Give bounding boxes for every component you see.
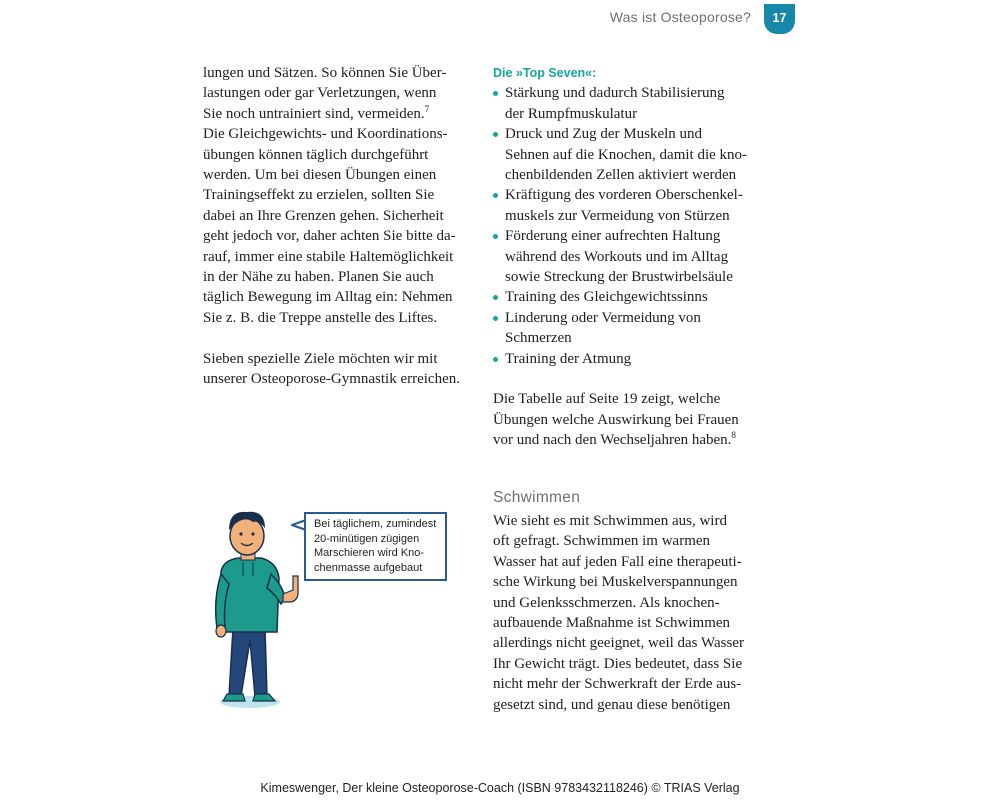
- body-line: vor und nach den Wechseljahren haben.$^8$: [493, 430, 736, 449]
- thumbs-up-hand: [283, 576, 298, 602]
- bullet-icon: [493, 316, 498, 321]
- bullet-icon: [493, 357, 498, 362]
- man-thumbs-up-illustration: [205, 500, 305, 715]
- speech-line: 20-minütigen zügigen: [314, 532, 420, 545]
- speech-line: chenmasse aufgebaut: [314, 561, 423, 574]
- right-column: [493, 63, 768, 451]
- body-line: Trainingseffekt zu erzielen, sollten Sie: [203, 187, 435, 204]
- body-line: lastungen oder gar Verletzungen, wenn: [203, 85, 437, 102]
- section-heading-schwimmen: Schwimmen: [493, 489, 581, 506]
- list-item: Linderung oder Vermeidung von Schmerzen: [493, 308, 768, 349]
- body-line: oft gefragt. Schwimmen im warmen: [493, 533, 711, 550]
- footnote-ref: 8: [731, 430, 736, 441]
- speech-line: Bei täglichem, zumindest: [314, 518, 437, 530]
- body-line: Sieben spezielle Ziele möchten wir mit: [203, 350, 438, 367]
- body-line: Sie noch untrainiert sind, vermeiden.$^7$: [203, 103, 430, 122]
- list-item: Training des Gleichgewichtssinns: [493, 287, 768, 307]
- body-line: Wie sieht es mit Schwimmen aus, wird: [493, 513, 727, 529]
- body-line: rauf, immer eine stabile Haltemöglichkeit: [203, 248, 454, 265]
- body-line: sche Wirkung bei Muskelverspannungen: [493, 574, 738, 591]
- eye: [239, 532, 242, 535]
- body-line: aufbauende Maßnahme ist Schwimmen: [493, 615, 731, 632]
- right-shoe: [253, 694, 275, 701]
- body-line: in der Nähe zu haben. Planen Sie auch: [203, 269, 434, 286]
- speech-bubble: [304, 512, 447, 581]
- bullet-icon: [493, 193, 498, 198]
- top-seven-heading: Die »Top Seven«:: [493, 66, 597, 80]
- list-item: Stärkung und dadurch Stabilisierung der Rumpfmuskulatur: [493, 83, 768, 124]
- body-line: Die Tabelle auf Seite 19 zeigt, welche: [493, 391, 721, 408]
- bullet-icon: [493, 234, 498, 239]
- body-line: lungen und Sätzen. So können Sie Über-: [203, 65, 447, 81]
- body-line: dabei an Ihre Grenzen gehen. Sicherheit: [203, 207, 444, 224]
- list-item: Training der Atmung: [493, 349, 768, 369]
- page-number-tab: 17: [764, 4, 795, 34]
- pants: [229, 628, 267, 696]
- left-column: [203, 63, 478, 389]
- eye: [251, 532, 254, 535]
- list-item: Förderung einer aufrechten Haltung während des Workouts und im Alltag sowie Streckung der Brustwirbelsäule: [493, 226, 768, 287]
- bullet-icon: [493, 295, 498, 300]
- body-line: geht jedoch vor, daher achten Sie bitte da-: [203, 228, 456, 245]
- running-header-title: Was ist Osteoporose?: [609, 9, 751, 25]
- speech-line: Marschieren wird Kno-: [314, 547, 425, 559]
- bullet-icon: [493, 132, 498, 137]
- body-line: werden. Um bei diesen Übungen einen: [203, 167, 437, 184]
- list-item: Druck und Zug der Muskeln und Sehnen auf die Knochen, damit die kno- chenbildenden Zellen aktiviert werden: [493, 124, 768, 185]
- left-shoe: [223, 694, 245, 701]
- left-hand: [216, 625, 226, 637]
- body-line: und Gelenksschmerzen. Als knochen-: [493, 594, 720, 611]
- body-line: Ihr Gewicht trägt. Dies bedeutet, dass Sie: [493, 655, 743, 672]
- footnote-ref: 7: [424, 103, 430, 114]
- body-line: allerdings nicht geeignet, weil das Wasser: [493, 635, 744, 652]
- body-line: Sie z. B. die Treppe anstelle des Liftes.: [203, 309, 438, 326]
- body-line: nicht mehr der Schwerkraft der Erde aus-: [493, 676, 742, 693]
- body-line: unserer Osteoporose-Gymnastik erreichen.: [203, 371, 460, 388]
- body-line: übungen können täglich durchgeführt: [203, 146, 429, 163]
- body-line: Wasser hat auf jeden Fall eine therapeuti-: [493, 553, 742, 570]
- swimming-body: [493, 511, 768, 715]
- hoodie: [221, 558, 279, 632]
- top-seven-list: [493, 83, 768, 369]
- body-line: Die Gleichgewichts- und Koordinations-: [203, 126, 448, 143]
- footer-citation: Kimeswenger, Der kleine Osteoporose-Coach (ISBN 9783432118246) © TRIAS Verlag: [260, 781, 740, 795]
- list-item: Kräftigung des vorderen Oberschenkel- muskels zur Vermeidung von Stürzen: [493, 185, 768, 226]
- body-line: Übungen welche Auswirkung bei Frauen: [493, 411, 739, 428]
- body-line: täglich Bewegung im Alltag ein: Nehmen: [203, 289, 453, 306]
- body-line: gesetzt sind, und genau diese benötigen: [493, 696, 731, 713]
- bullet-icon: [493, 91, 498, 96]
